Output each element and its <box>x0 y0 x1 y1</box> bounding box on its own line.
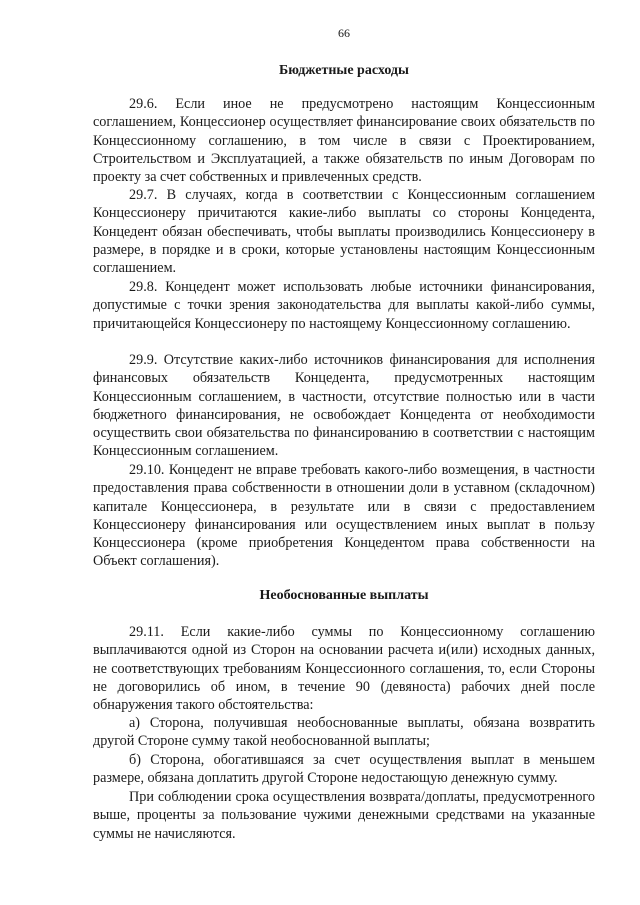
paragraph-29-8: 29.8. Концедент может использовать любые источники финансирования, допустимые с точки зрения законодательства для выплаты какой-либо суммы, причитающейся Концессионеру по настоящему Концессионному соглашению. <box>93 279 595 332</box>
section-heading-unfounded-payments: Необоснованные выплаты <box>259 588 429 603</box>
paragraph-29-7: 29.7. В случаях, когда в соответствии с Концессионным соглашением Концессионеру причитаются какие-либо выплаты со стороны Концедента, Концедент обязан обеспечивать, чтобы выплаты производились Концессионеру в размере, в порядке и в сроки, которые установлены настоящим Концессионным соглашением. <box>93 187 595 277</box>
paragraph-29-10: 29.10. Концедент не вправе требовать какого-либо возмещения, в частности предоставления права собственности в отношении доли в уставном (складочном) капитале Концессионера, в результате или в связи с предоставлением Концессионеру финансирования или осуществлением иных выплат в пользу Концессионера (кроме приобретения Концедентом права собственности на Объект соглашения). <box>93 462 595 570</box>
paragraph-item-a: а) Сторона, получившая необоснованные выплаты, обязана возвратить другой Стороне сумму такой необоснованной выплаты; <box>93 715 595 750</box>
paragraph-29-6: 29.6. Если иное не предусмотрено настоящим Концессионным соглашением, Концессионер осуществляет финансирование своих обязательств по Концессионному соглашению, в том числе в связи с Проектированием, Строительством и Эксплуатацией, а также обязательств по иным Договорам по проекту за счет собственных и привлеченных средств. <box>93 96 595 186</box>
section-heading-budget-expenses: Бюджетные расходы <box>279 63 409 78</box>
page-number: 66 <box>338 26 350 40</box>
paragraph-item-b: б) Сторона, обогатившаяся за счет осуществления выплат в меньшем размере, обязана доплатить другой Стороне недостающую денежную сумму. <box>93 752 595 787</box>
paragraph-final: При соблюдении срока осуществления возврата/доплаты, предусмотренного выше, проценты за пользование чужими денежными средствами на указанные суммы не начисляются. <box>93 789 595 842</box>
paragraph-29-9: 29.9. Отсутствие каких-либо источников финансирования для исполнения финансовых обязательств Концедента, предусмотренных настоящим Концессионным соглашением, в частности, отсутствие полностью или в части бюджетного финансирования, не освобождает Концедента от необходимости осуществить свои обязательства по финансированию в соответствии с настоящим Концессионным соглашением. <box>93 352 595 460</box>
paragraph-29-11: 29.11. Если какие-либо суммы по Концессионному соглашению выплачиваются одной из Сторон на основании расчета и(или) исходных данных, не соответствующих требованиям Концессионного соглашения, то, если Стороны не договорились об ином, в течение 90 (девяноста) рабочих дней после обнаружения такого обстоятельства: <box>93 624 595 714</box>
